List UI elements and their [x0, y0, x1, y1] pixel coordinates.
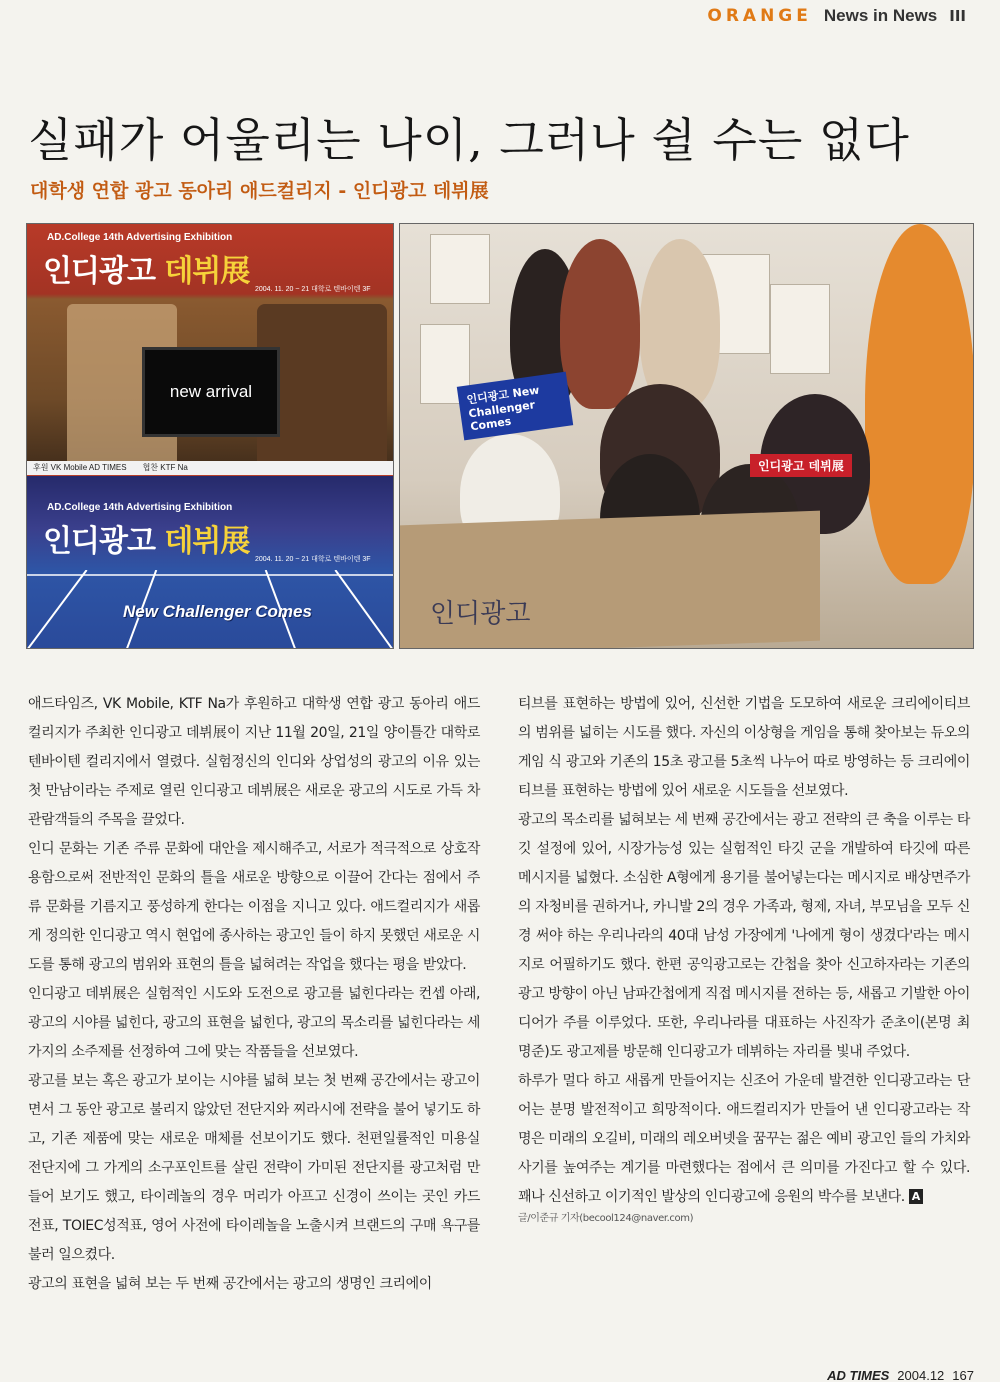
person-4 [865, 224, 974, 584]
paragraph: 티브를 표현하는 방법에 있어, 신선한 기법을 도모하여 새로운 크리에이티브의 범위를 넓히는 시도를 했다. 자신의 이상형을 게임을 통해 찾아보는 듀오의 게임 식 광고와 기존의 15초 광고를 5초씩 나누어 따로 방영하는 등 크리에이티브를 표현하는 방법에 있어 새로운 시도들을 선보였다. [518, 696, 970, 799]
headline: 실패가 어울리는 나이, 그러나 쉴 수는 없다 [28, 113, 910, 167]
section-label: ORANGE [707, 6, 812, 26]
poster-title-bottom [43, 516, 249, 560]
tv-text: new arrival [169, 382, 253, 401]
paragraph: 광고의 표현을 넓혀 보는 두 번째 공간에서는 광고의 생명인 크리에이 [28, 1276, 432, 1292]
poster-date-top: 2004. 11. 20 ~ 21 대학로 텐바이텐 3F [255, 286, 371, 293]
subheadline: 대학생 연합 광고 동아리 애드컬리지 - 인디광고 데뷔展 [30, 180, 489, 202]
paragraph: 인디광고 데뷔展은 실험적인 시도와 도전으로 광고를 넓힌다라는 컨셉 아래, 광고의 시야를 넓힌다, 광고의 표현을 넓힌다, 광고의 목소리를 넓힌다라는 세 가지의 소주제를 선정하여 그에 맞는 작품들을 선보였다. [28, 986, 480, 1060]
column-label: News in News [823, 6, 938, 25]
sponsor-1: 후원 VK Mobile AD TIMES [33, 463, 127, 472]
poster-title-top [43, 246, 249, 290]
article-column-right [518, 690, 970, 1226]
paragraph: 인디 문화는 기존 주류 문화에 대안을 제시해주고, 서로가 적극적으로 상호작용함으로써 전반적인 문화의 틀을 새로운 방향으로 이끌어 간다는 점에서 주류 문화를 기름지고 풍성하게 한다는 이점을 지니고 있다. 애드컬리지가 새롭게 정의한 인디광고 역시 현업에 종사하는 광고인 들이 하지 못했던 새로운 시도를 통해 광고의 범위와 표현의 틀을 넓혀려는 작업을 했다는 평을 받았다. [28, 841, 480, 973]
group-photo [399, 223, 974, 649]
sponsor-2: 협찬 KTF Na [142, 463, 188, 472]
sponsor-bar [27, 461, 393, 475]
poster-title-red: 인디광고 [43, 254, 155, 289]
paragraph-last [518, 1067, 970, 1212]
byline: 글/이준규 기자(becool124@naver.com) [518, 1213, 694, 1224]
tv-screen [142, 347, 280, 437]
blue-banner: 인디광고 New Challenger Comes [457, 372, 573, 441]
page-footer [827, 1368, 974, 1382]
footer-brand: AD TIMES [827, 1368, 890, 1382]
poster-title-yellow-2: 데뷔展 [164, 524, 250, 559]
red-banner: 인디광고 데뷔展 [750, 454, 852, 477]
poster-top [27, 224, 393, 474]
paragraph-text: 하루가 멀다 하고 새롭게 만들어지는 신조어 가운데 발견한 인디광고라는 단어는 분명 발전적이고 희망적이다. 애드컬리지가 만들어 낸 인디광고라는 작명은 미래의 오길비, 미래의 레오버넷을 꿈꾸는 젊은 예비 광고인 들의 가치와 사기를 높여주는 계기를 마련했다는 점에서 큰 의미를 가진다고 할 수 있다. 꽤나 신선하고 이기적인 발상의 인디광고에 응원의 박수를 보낸다. [518, 1073, 970, 1205]
poster-title-yellow: 데뷔展 [164, 254, 250, 289]
poster-title-red-2: 인디광고 [43, 524, 155, 559]
person-2 [560, 239, 640, 409]
poster-photo [26, 223, 394, 649]
page-header [707, 6, 966, 26]
paragraph: 광고의 목소리를 넓혀보는 세 번째 공간에서는 광고 전략의 큰 축을 이루는 타깃 설정에 있어, 시장가능성 있는 실험적인 타깃 군을 개발하여 타깃에 따른 메시지를 넓혔다. 소심한 A형에게 용기를 불어넣는다는 메시지로 배상면주가의 자청비를 권하거나, 카니발 2의 경우 가족과, 형제, 자녀, 부모님을 모두 신경 써야 하는 우리나라의 40대 남성 가장에게 '나에게 형이 생겼다'라는 메시지로 어필하기도 했다. 한편 공익광고로는 간첩을 찾아 신고하자라는 기존의 광고 방향이 아닌 남파간첩에게 직접 메시지를 전하는 등, 새롭고 기발한 아이디어가 주를 이루었다. 또한, 우리나라를 대표하는 사진작가 준초이(본명 최명준)도 광고제를 방문해 인디광고가 데뷔하는 자리를 빛내 주었다. [518, 812, 970, 1060]
page-number: 167 [952, 1368, 974, 1382]
board-text: 인디광고 [430, 599, 531, 629]
end-mark: A [909, 1189, 923, 1204]
article-column-left [28, 690, 480, 1299]
poster-date-bottom: 2004. 11. 20 ~ 21 대학로 텐바이텐 3F [255, 556, 371, 563]
column-bars: III [949, 7, 966, 25]
poster-slogan: New Challenger Comes [123, 602, 312, 621]
pinned-paper-3 [770, 284, 830, 374]
footer-date: 2004.12 [897, 1368, 945, 1382]
poster-bottom [27, 476, 393, 649]
paragraph: 애드타임즈, VK Mobile, KTF Na가 후원하고 대학생 연합 광고 동아리 애드컬리지가 주최한 인디광고 데뷔展이 지난 11월 20일, 21일 양이틀간 대학로 텐바이텐 컬리지에서 열렸다. 실험정신의 인디와 상업성의 광고의 이유 있는 첫 만남이라는 주제로 열린 인디광고 데뷔展은 새로운 광고의 시도로 가득 차 관람객들의 주목을 끌었다. [28, 696, 480, 828]
pinned-paper-1 [430, 234, 490, 304]
paragraph: 광고를 보는 혹은 광고가 보이는 시야를 넓혀 보는 첫 번째 공간에서는 광고이면서 그 동안 광고로 불리지 않았던 전단지와 찌라시에 전략을 불어 넣기도 하고, 기존 제품에 맞는 새로운 매체를 선보이기도 했다. 천편일률적인 미용실 전단지에 그 가게의 소구포인트를 살린 전략이 가미된 전단지를 광고처럼 만들어 보기도 했고, 타이레놀의 경우 머리가 아프고 신경이 쓰이는 곳인 카드 전표, TOIEC성적표, 영어 사전에 타이레놀을 노출시켜 브랜드의 구매 욕구를 불러 일으켰다. [28, 1073, 480, 1263]
poster-event-bottom: AD.College 14th Advertising Exhibition [47, 502, 233, 513]
poster-event-top: AD.College 14th Advertising Exhibition [47, 232, 233, 243]
